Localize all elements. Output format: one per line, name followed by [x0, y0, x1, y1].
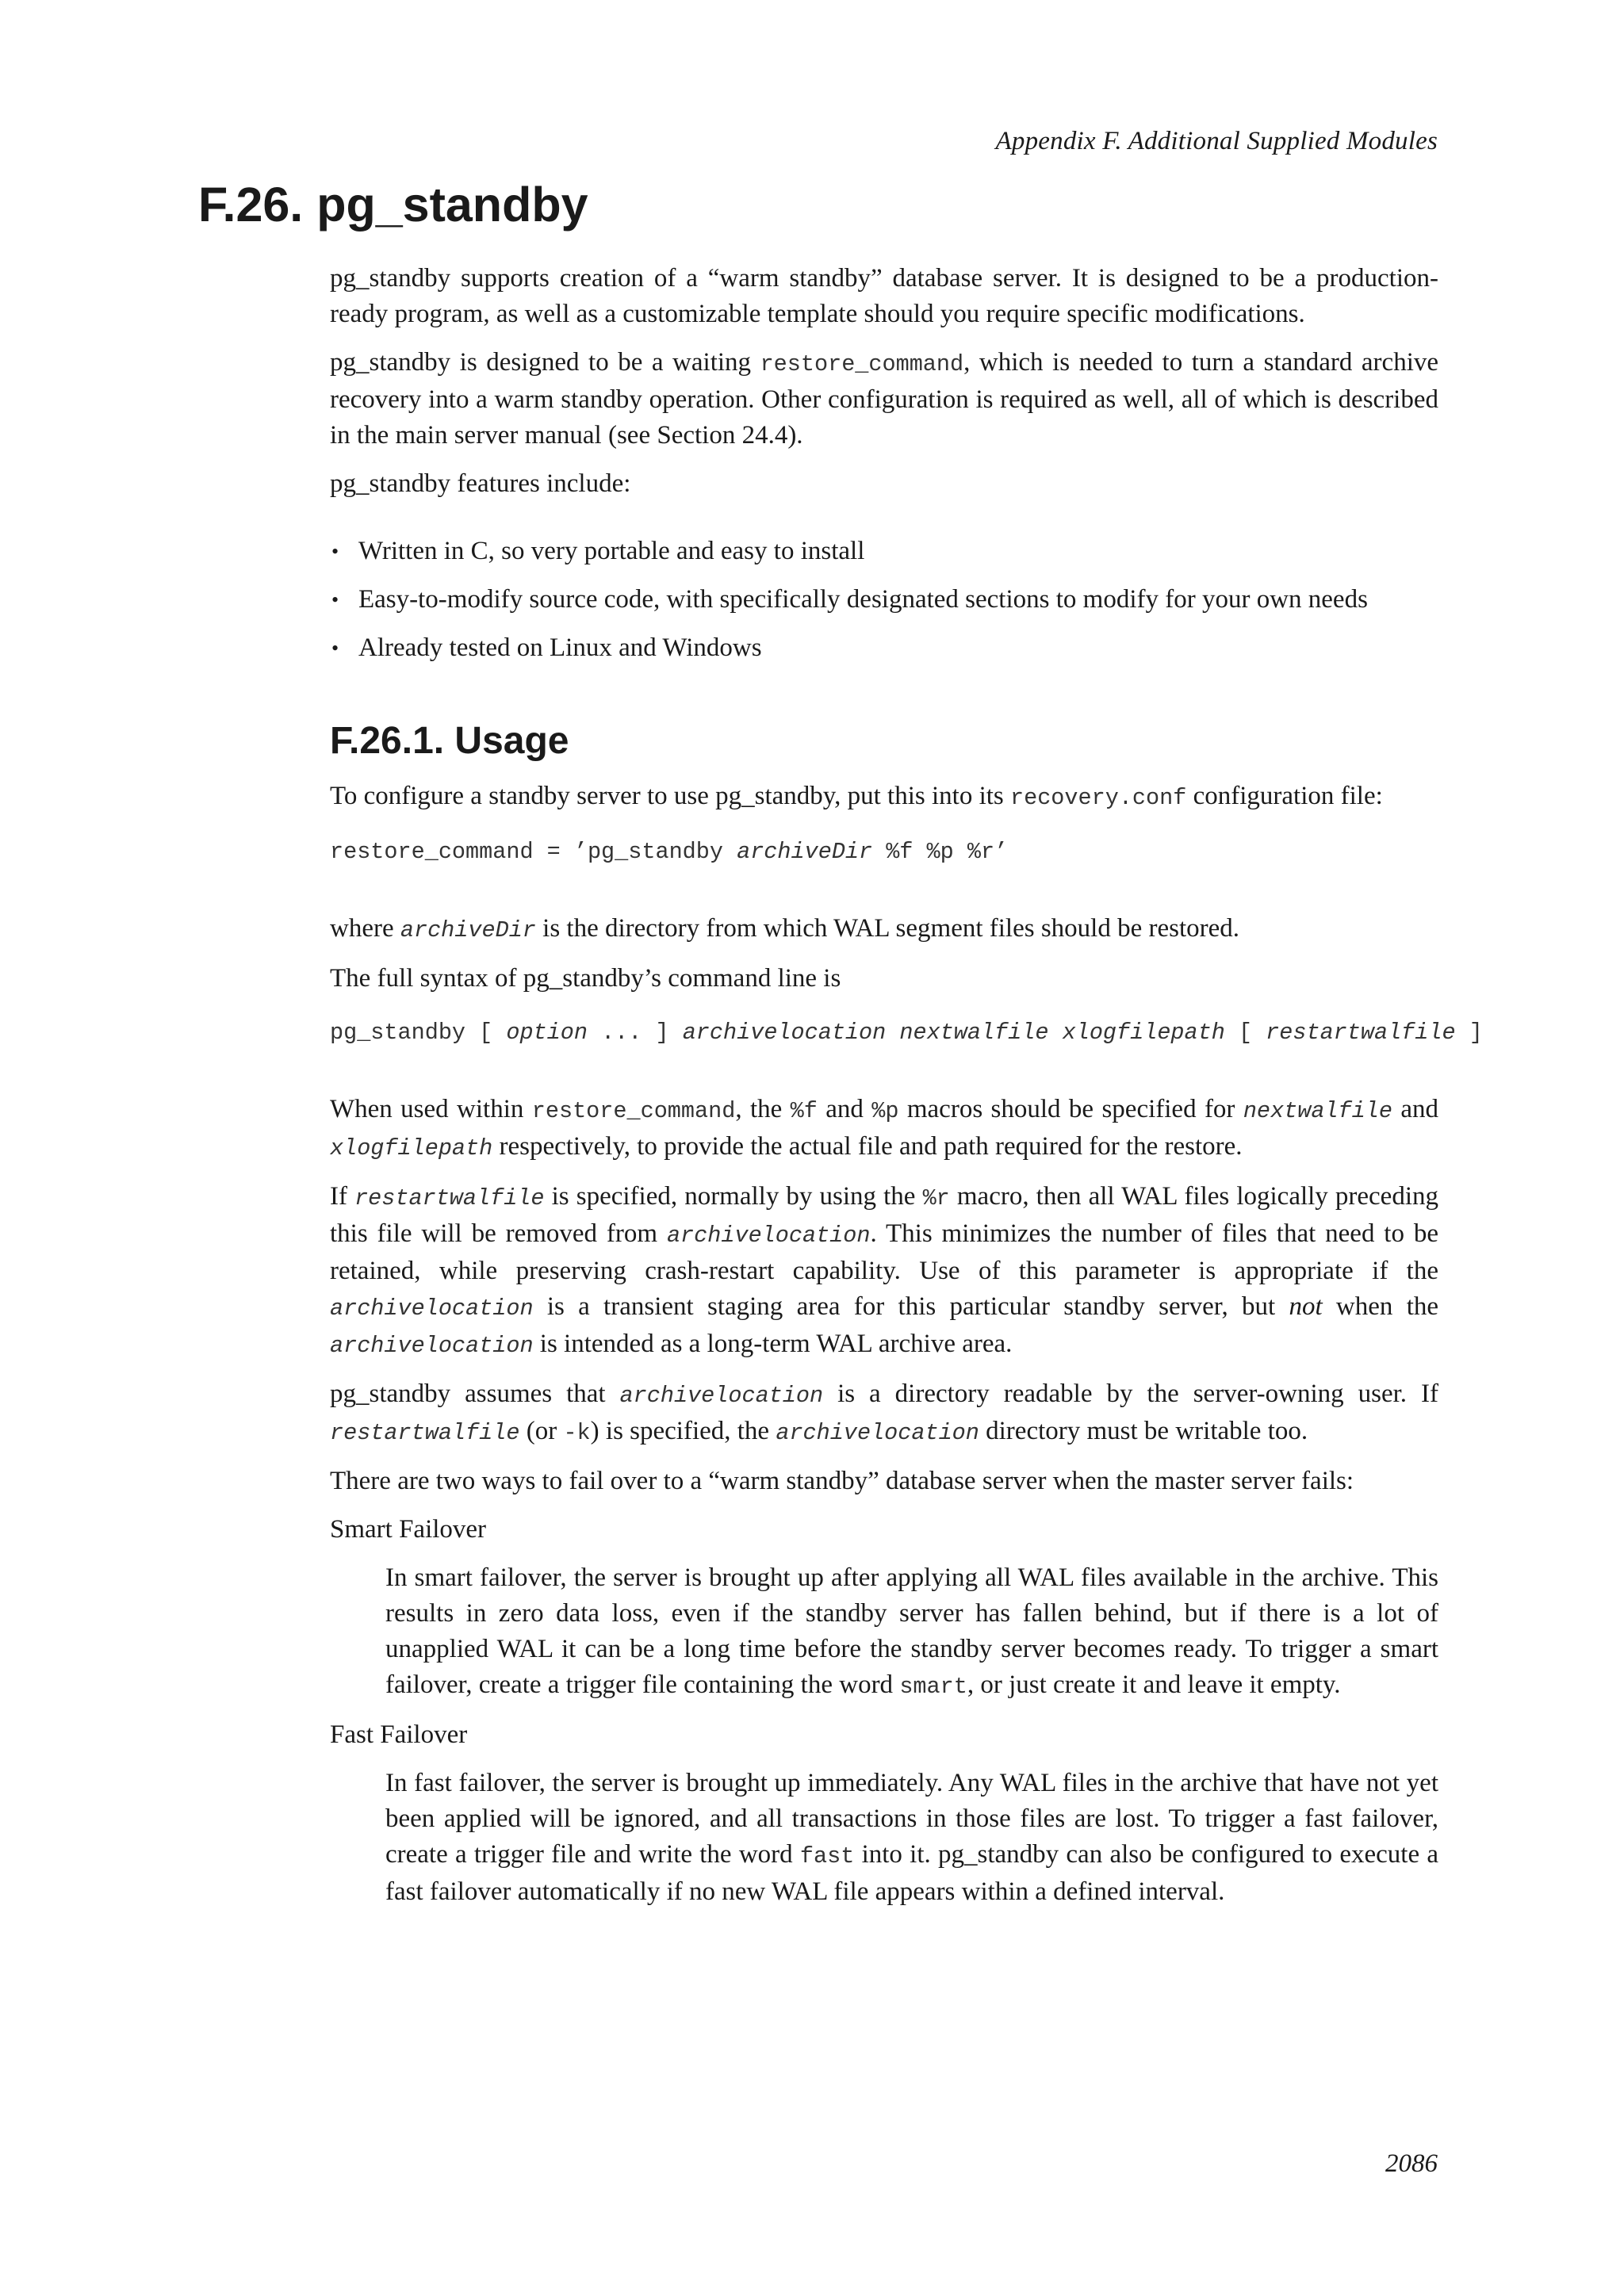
- text-span: configuration file:: [1186, 781, 1383, 810]
- usage-paragraph-5: [330, 1179, 1438, 1364]
- inline-code: smart: [899, 1673, 967, 1700]
- inline-code: recovery.conf: [1010, 784, 1187, 811]
- example-code-block: [330, 836, 1438, 868]
- page-number: 2086: [1385, 2149, 1438, 2178]
- text-span: and: [1392, 1094, 1438, 1123]
- text-span: is a directory readable by the server-owning user. If: [823, 1379, 1438, 1408]
- inline-code: restore_command: [760, 351, 964, 377]
- intro-paragraph-1: pg_standby supports creation of a “warm standby” database server. It is designed to be a production-ready program, as well as a customizable template should you require specific modifications.: [330, 264, 1438, 328]
- replaceable-arg: archivelocation: [619, 1382, 824, 1409]
- replaceable-arg: nextwalfile: [1243, 1097, 1392, 1124]
- definition-smart-failover: [385, 1560, 1438, 1705]
- intro-paragraph-3: pg_standby features include:: [330, 469, 631, 498]
- inline-code: %f: [790, 1097, 818, 1124]
- text-span: is the directory from which WAL segment files should be restored.: [535, 913, 1240, 943]
- features-list: [330, 534, 1438, 666]
- replaceable-arg: archiveDir: [400, 916, 536, 943]
- text-span: macros should be specified for: [898, 1094, 1243, 1123]
- inline-code: restore_command: [531, 1097, 736, 1124]
- text-span: is specified, normally by using the: [544, 1181, 923, 1211]
- text-span: To configure a standby server to use pg_standby, put this into its: [330, 781, 1010, 810]
- inline-code: %p: [871, 1097, 899, 1124]
- inline-code: -k: [563, 1419, 591, 1446]
- usage-paragraph-4: [330, 1092, 1438, 1166]
- term-smart-failover: Smart Failover: [330, 1514, 487, 1544]
- replaceable-arg: archivelocation: [776, 1419, 979, 1446]
- replaceable-arg: archivelocation: [330, 1295, 534, 1322]
- replaceable-arg: archivelocation: [666, 1222, 871, 1249]
- replaceable-arg: restartwalfile: [330, 1419, 520, 1446]
- code-span: [: [1224, 1019, 1266, 1046]
- inline-code: fast: [799, 1843, 855, 1869]
- text-span: In smart failover, the server is brought up after applying all WAL files available in the archive. This results in zero data loss, even if the standby server has fallen behind, but if there is a lot of unapplied WAL it can be a long time before the standby server becomes ready. To trigger a smart failover, create a trigger file containing the word: [385, 1563, 1438, 1699]
- text-span: pg_standby assumes that: [330, 1379, 620, 1408]
- text-span: into it. pg_standby can also be configured to execute a fast failover automatically if no new WAL file appears within a defined interval.: [385, 1839, 1438, 1906]
- text-span: macro, then all WAL files logically preceding this file will be removed from: [330, 1181, 1438, 1248]
- text-span: (or: [519, 1416, 564, 1445]
- code-span: ]: [1455, 1019, 1483, 1046]
- intro-paragraph-2: [330, 345, 1438, 453]
- text-span: In fast failover, the server is brought up immediately. Any WAL files in the archive that have not yet been applied will be ignored, and all transactions in those files are lost. To trigger a fast failover, create a trigger file and write the word: [385, 1768, 1438, 1869]
- running-header: Appendix F. Additional Supplied Modules: [995, 127, 1438, 155]
- usage-paragraph-6: [330, 1376, 1438, 1451]
- inline-code: %r: [922, 1184, 950, 1211]
- replaceable-arg: restartwalfile: [1266, 1019, 1456, 1046]
- list-item: • Easy-to-modify source code, with specifically designated sections to modify for your own needs: [330, 582, 1438, 618]
- code-span: restore_command = ’pg_standby: [330, 838, 737, 865]
- replaceable-arg: restartwalfile: [354, 1184, 545, 1211]
- text-span: If: [330, 1181, 355, 1211]
- replaceable-arg: xlogfilepath: [330, 1135, 493, 1161]
- text-span: ) is specified, the: [590, 1416, 776, 1445]
- page-body: [330, 261, 1483, 1923]
- emphasis: not: [1289, 1292, 1323, 1321]
- term-fast-failover: Fast Failover: [330, 1720, 468, 1749]
- text-span: respectively, to provide the actual file and path required for the restore.: [492, 1131, 1243, 1161]
- replaceable-arg: nextwalfile: [899, 1019, 1049, 1046]
- replaceable-arg: option: [506, 1019, 588, 1046]
- command-synopsis: [330, 1017, 1483, 1049]
- text-span: , which is needed to turn a standard archive recovery into a warm standby operation. Other configuration is required as well, all of which is described in the main server manual (see Section 24.4).: [330, 348, 1439, 450]
- section-title: F.26. pg_standby: [198, 178, 588, 232]
- text-span: when the: [1322, 1292, 1439, 1321]
- replaceable-arg: archivelocation: [682, 1019, 887, 1046]
- text-span: . This minimizes the number of files that need to be retained, while preserving crash-restart capability. Use of this parameter is appropriate if the: [330, 1219, 1438, 1285]
- text-span: When used within: [330, 1094, 532, 1123]
- code-span: ... ]: [587, 1019, 683, 1046]
- text-span: pg_standby is designed to be a waiting: [330, 348, 760, 377]
- text-span: , the: [735, 1094, 791, 1123]
- list-item: • Written in C, so very portable and easy to install: [330, 534, 1438, 569]
- subsection-title: F.26.1. Usage: [330, 720, 569, 762]
- replaceable-arg: archivelocation: [330, 1332, 534, 1359]
- code-span: pg_standby: [330, 1019, 466, 1046]
- usage-paragraph-2: [330, 911, 1438, 948]
- text-span: and: [817, 1094, 872, 1123]
- code-span: [: [465, 1019, 507, 1046]
- replaceable-arg: xlogfilepath: [1062, 1019, 1225, 1046]
- text-span: is a transient staging area for this particular standby server, but: [533, 1292, 1289, 1321]
- replaceable-arg: archiveDir: [737, 838, 873, 865]
- text-span: directory must be writable too.: [979, 1416, 1308, 1445]
- usage-paragraph-1: [330, 779, 1438, 816]
- usage-paragraph-3: The full syntax of pg_standby’s command line is: [330, 963, 841, 993]
- list-item: • Already tested on Linux and Windows: [330, 630, 1438, 666]
- usage-paragraph-7: There are two ways to fail over to a “warm standby” database server when the master server fails:: [330, 1466, 1354, 1495]
- text-span: , or just create it and leave it empty.: [967, 1670, 1341, 1699]
- code-span: %f %p %r’: [872, 838, 1009, 865]
- text-span: is intended as a long-term WAL archive area.: [533, 1329, 1013, 1358]
- text-span: where: [330, 913, 400, 943]
- definition-fast-failover: [385, 1766, 1438, 1910]
